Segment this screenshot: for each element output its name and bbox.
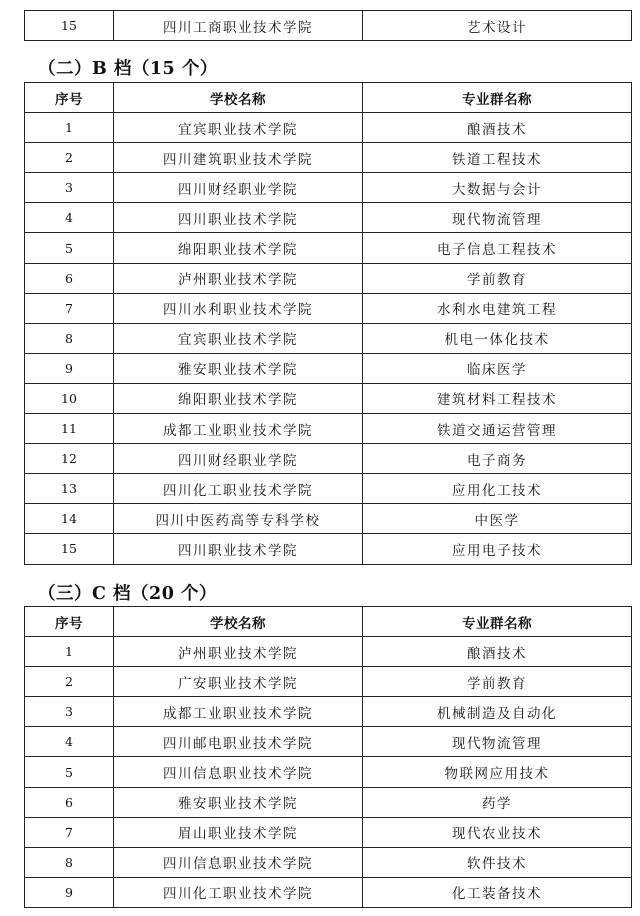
cell-school: 四川水利职业技术学院 [114,293,363,323]
section-c-table [24,606,632,908]
table-row [25,293,632,323]
cell-school: 绵阳职业技术学院 [114,233,363,263]
cell-major: 现代农业技术 [363,817,632,847]
header-no: 序号 [25,607,114,637]
cell-major: 机械制造及自动化 [363,697,632,727]
cell-major: 建筑材料工程技术 [363,383,632,413]
table-row [25,203,632,233]
cell-major: 大数据与会计 [363,173,632,203]
table-header-row [25,607,632,637]
table-row [25,113,632,143]
table-row [25,534,632,564]
cell-school: 四川财经职业学院 [114,173,363,203]
cell-major: 电子信息工程技术 [363,233,632,263]
header-major: 专业群名称 [363,83,632,113]
cell-major: 现代物流管理 [363,727,632,757]
cell-major: 现代物流管理 [363,203,632,233]
cell-no: 13 [25,474,114,504]
cell-no: 8 [25,847,114,877]
table-row [25,143,632,173]
cell-school: 四川职业技术学院 [114,534,363,564]
table-row [25,173,632,203]
cell-major: 应用电子技术 [363,534,632,564]
cell-no: 15 [25,534,114,564]
header-major: 专业群名称 [363,607,632,637]
cell-major: 电子商务 [363,444,632,474]
header-school: 学校名称 [114,607,363,637]
cell-no: 14 [25,504,114,534]
section-b-table [24,82,632,565]
table-row [25,817,632,847]
table-row [25,504,632,534]
section-c-title: （三）C 档（20 个） [38,584,217,604]
cell-major: 铁道工程技术 [363,143,632,173]
table-row [25,847,632,877]
cell-school: 广安职业技术学院 [114,667,363,697]
cell-major: 物联网应用技术 [363,757,632,787]
table-row [25,474,632,504]
cell-major: 中医学 [363,504,632,534]
cell-school: 四川邮电职业技术学院 [114,727,363,757]
table-header-row [25,83,632,113]
table-row [25,11,632,41]
cell-school: 雅安职业技术学院 [114,353,363,383]
cell-school: 眉山职业技术学院 [114,817,363,847]
cell-no: 15 [25,11,114,41]
cell-no: 4 [25,727,114,757]
cell-no: 10 [25,383,114,413]
cell-major: 酿酒技术 [363,113,632,143]
cell-school: 四川化工职业技术学院 [114,474,363,504]
cell-school: 四川建筑职业技术学院 [114,143,363,173]
cell-school: 泸州职业技术学院 [114,263,363,293]
table-row [25,383,632,413]
cell-school: 绵阳职业技术学院 [114,383,363,413]
table-row [25,877,632,907]
table-row [25,667,632,697]
cell-major: 软件技术 [363,847,632,877]
cell-no: 5 [25,233,114,263]
cell-no: 4 [25,203,114,233]
cell-school: 四川化工职业技术学院 [114,877,363,907]
cell-major: 应用化工技术 [363,474,632,504]
table-row [25,697,632,727]
table-row [25,444,632,474]
cell-no: 12 [25,444,114,474]
cell-school: 四川职业技术学院 [114,203,363,233]
cell-major: 机电一体化技术 [363,323,632,353]
cell-no: 3 [25,697,114,727]
table-row [25,637,632,667]
cell-major: 药学 [363,787,632,817]
cell-no: 8 [25,323,114,353]
cell-school: 四川信息职业技术学院 [114,757,363,787]
cell-major: 酿酒技术 [363,637,632,667]
cell-major: 水利水电建筑工程 [363,293,632,323]
cell-no: 6 [25,263,114,293]
header-school: 学校名称 [114,83,363,113]
cell-school: 雅安职业技术学院 [114,787,363,817]
cell-school: 宜宾职业技术学院 [114,113,363,143]
table-row [25,414,632,444]
cell-school: 四川信息职业技术学院 [114,847,363,877]
table-row [25,323,632,353]
cell-major: 铁道交通运营管理 [363,414,632,444]
cell-school: 宜宾职业技术学院 [114,323,363,353]
cell-no: 7 [25,293,114,323]
cell-school: 成都工业职业技术学院 [114,697,363,727]
table-row [25,233,632,263]
section-b-title: （二）B 档（15 个） [38,59,218,79]
header-no: 序号 [25,83,114,113]
cell-no: 2 [25,667,114,697]
table-row [25,787,632,817]
cell-school: 泸州职业技术学院 [114,637,363,667]
table-row [25,263,632,293]
cell-no: 5 [25,757,114,787]
cell-no: 7 [25,817,114,847]
cell-major: 临床医学 [363,353,632,383]
cell-no: 3 [25,173,114,203]
top-table [24,10,632,41]
cell-major: 化工装备技术 [363,877,632,907]
cell-no: 9 [25,877,114,907]
cell-major: 学前教育 [363,263,632,293]
cell-no: 2 [25,143,114,173]
cell-no: 9 [25,353,114,383]
cell-major: 学前教育 [363,667,632,697]
cell-no: 11 [25,414,114,444]
cell-school: 四川工商职业技术学院 [114,11,363,41]
table-row [25,757,632,787]
cell-major: 艺术设计 [363,11,632,41]
table-row [25,727,632,757]
cell-school: 四川中医药高等专科学校 [114,504,363,534]
cell-school: 成都工业职业技术学院 [114,414,363,444]
cell-school: 四川财经职业学院 [114,444,363,474]
cell-no: 6 [25,787,114,817]
cell-no: 1 [25,113,114,143]
cell-no: 1 [25,637,114,667]
table-row [25,353,632,383]
